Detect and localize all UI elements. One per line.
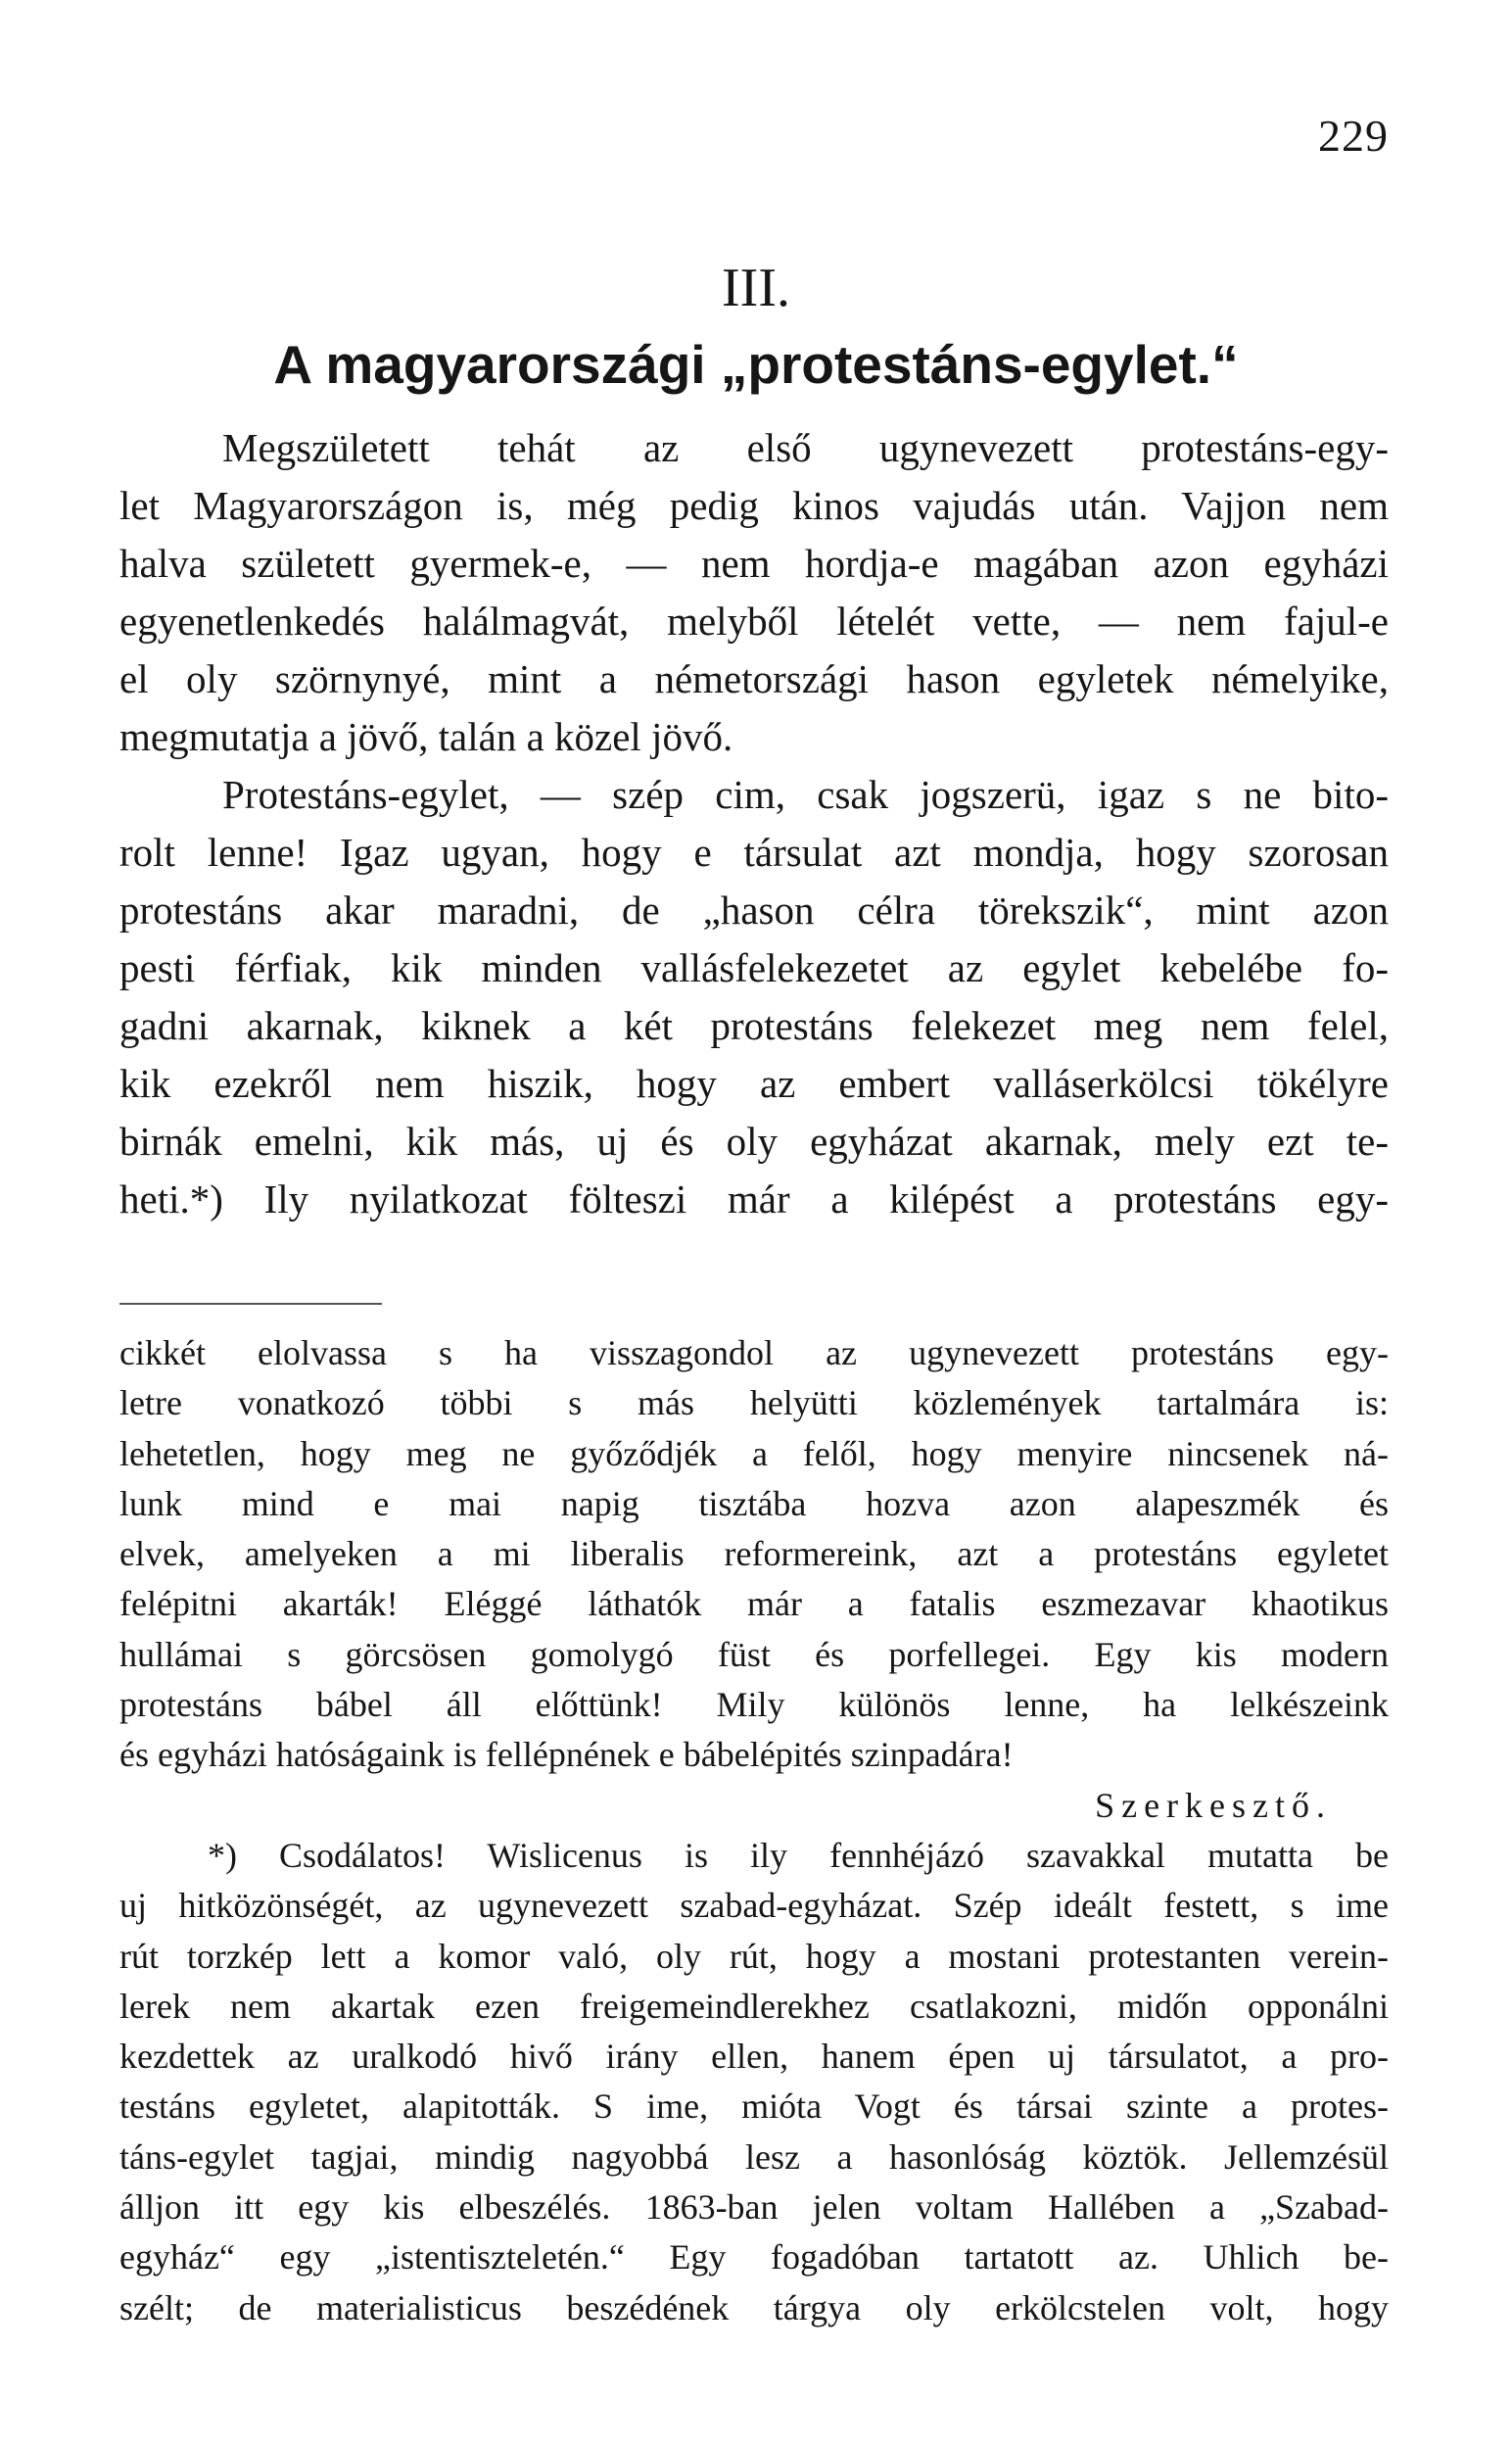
paragraph-line: halva született gyermek-e, — nem hordja-e magában azon egyházi [119, 541, 1389, 586]
page-number: 229 [1318, 111, 1389, 161]
footnote-line: letre vonatkozó többi s más helyütti közlemények tartalmára is: [119, 1383, 1389, 1423]
footnote-line: elvek, amelyeken a mi liberalis reformereink, azt a protestáns egyletet [119, 1534, 1389, 1574]
footnote-line: protestáns bábel áll előttünk! Mily különös lenne, ha lelkészeink [119, 1685, 1389, 1725]
paragraph-line: heti.*) Ily nyilatkozat fölteszi már a kilépést a protestáns egy- [119, 1176, 1389, 1222]
footnote-line: lehetetlen, hogy meg ne győződjék a felől, hogy menyire nincsenek ná- [119, 1433, 1389, 1473]
star-note-line: lerek nem akartak ezen freigemeindlerekhez csatlakozni, midőn opponálni [119, 1986, 1389, 2026]
paragraph-line: let Magyarországon is, még pedig kinos vajudás után. Vajjon nem [119, 483, 1389, 528]
footnote-line: hullámai s görcsösen gomolygó füst és porfellegei. Egy kis modern [119, 1634, 1389, 1674]
star-note-line: táns-egylet tagjai, mindig nagyobbá lesz a hasonlóság köztök. Jellemzésül [119, 2136, 1389, 2177]
paragraph-line: rolt lenne! Igaz ugyan, hogy e társulat azt mondja, hogy szorosan [119, 830, 1389, 875]
footnote-line: cikkét elolvassa s ha visszagondol az ugynevezett protestáns egy- [119, 1333, 1389, 1372]
paragraph-line: el oly szörnynyé, mint a németországi hason egyletek némelyike, [119, 656, 1389, 701]
chapter-numeral: III. [722, 258, 790, 318]
footnotes [119, 1328, 1389, 2333]
paragraph-line: Protestáns-egylet, — szép cim, csak jogszerü, igaz s ne bito- [222, 772, 1389, 817]
paragraph-line: pesti férfiak, kik minden vallásfelekezetet az egylet kebelébe fo- [119, 945, 1389, 990]
paragraph-line: egyenetlenkedés halálmagvát, melyből lételét vette, — nem fajul-e [119, 599, 1389, 644]
star-note-line: szélt; de materialisticus beszédének tárgya oly erkölcstelen volt, hogy [119, 2287, 1389, 2327]
paragraph-line: protestáns akar maradni, de „hason célra törekszik“, mint azon [119, 887, 1389, 933]
star-note-line: rút torzkép lett a komor való, oly rút, hogy a mostani protestanten verein- [119, 1936, 1389, 1976]
footnote-line: felépitni akarták! Eléggé láthatók már a fatalis eszmezavar khaotikus [119, 1584, 1389, 1624]
paragraph-line: megmutatja a jövő, talán a közel jövő. [119, 714, 733, 759]
star-note-line: egyház“ egy „istentiszteletén.“ Egy fogadóban tartatott az. Uhlich be- [119, 2237, 1389, 2278]
star-note-line: testáns egyletet, alapitották. S ime, mióta Vogt és társai szinte a protes- [119, 2086, 1389, 2127]
star-note-line: *) Csodálatos! Wislicenus is ily fennhéjázó szavakkal mutatta be [208, 1835, 1389, 1875]
chapter-title: A magyarországi „protestáns-egylet.“ [273, 334, 1239, 395]
footnote-line: és egyházi hatóságaink is fellépnének e bábelépités szinpadára! [119, 1735, 1014, 1775]
footnote-divider [119, 1303, 382, 1305]
paragraph-line: kik ezekről nem hiszik, hogy az embert valláserkölcsi tökélyre [119, 1061, 1389, 1106]
paragraph-line: gadni akarnak, kiknek a két protestáns felekezet meg nem felel, [119, 1003, 1389, 1048]
star-note-line: álljon itt egy kis elbeszélés. 1863-ban jelen voltam Hallében a „Szabad- [119, 2187, 1389, 2228]
editor-signature: Szerkesztő. [1095, 1785, 1332, 1825]
paragraph-line: birnák emelni, kik más, uj és oly egyházat akarnak, mely ezt te- [119, 1119, 1389, 1164]
star-note-line: kezdettek az uralkodó hivő irány ellen, hanem épen uj társulatot, a pro- [119, 2037, 1389, 2077]
paragraph-line: Megszületett tehát az első ugynevezett protestáns-egy- [222, 425, 1389, 470]
main-text [119, 419, 1389, 1228]
star-note-line: uj hitközönségét, az ugynevezett szabad-egyházat. Szép ideált festett, s ime [119, 1886, 1389, 1926]
footnote-line: lunk mind e mai napig tisztába hozva azon alapeszmék és [119, 1483, 1389, 1523]
